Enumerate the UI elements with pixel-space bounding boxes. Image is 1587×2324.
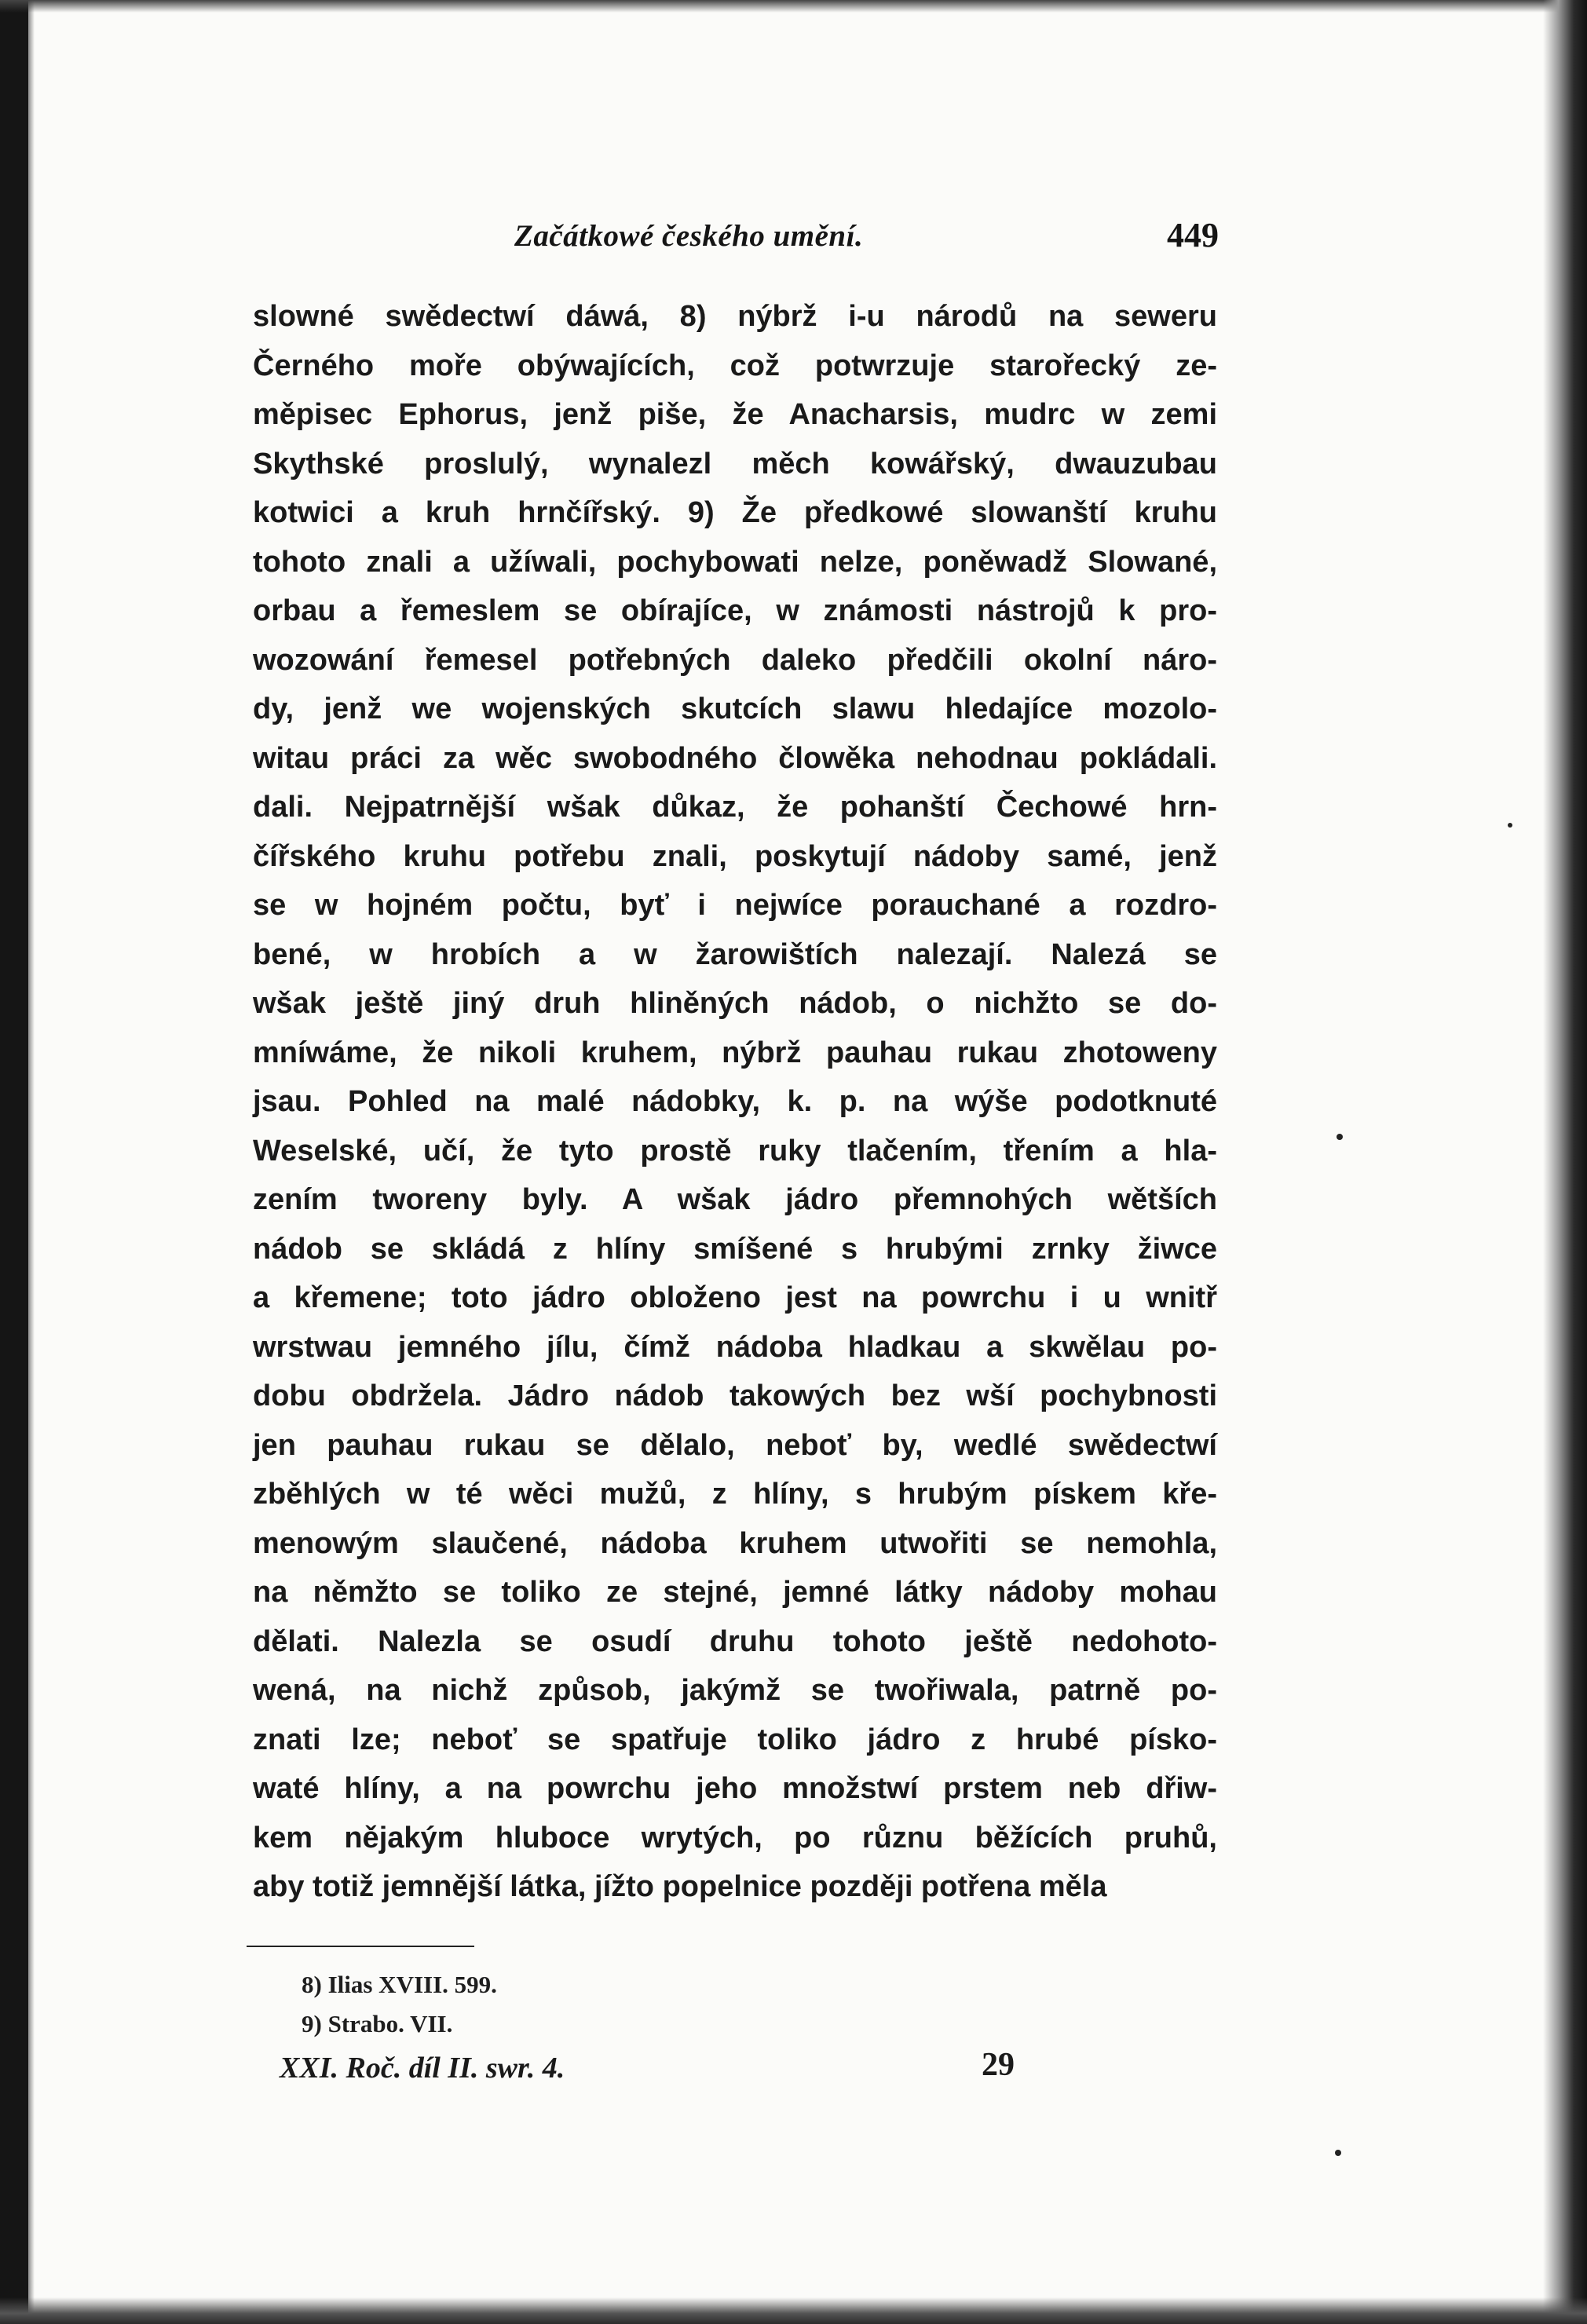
text-line: dobu obdržela. Jádro nádob takowých bez wší pochybnosti: [253, 1379, 1217, 1412]
text-line: znati lze; neboť se spatřuje toliko jádro z hrubé písko-: [253, 1723, 1217, 1756]
text-line: witau práci za wěc swobodného člowěka nehodnau pokládali.: [253, 741, 1217, 775]
text-line: wrstwau jemného jílu, čímž nádoba hladkau a skwělau po-: [253, 1330, 1217, 1364]
text-line: wená, na nichž způsob, jakýmž se twořiwala, patrně po-: [253, 1674, 1217, 1707]
text-line: na němžto se toliko ze stejné, jemné látky nádoby mohau: [253, 1576, 1217, 1609]
signature-number: 29: [982, 2047, 1015, 2083]
text-line: jen pauhau rukau se dělalo, neboť by, wedlé swědectwí: [253, 1428, 1217, 1462]
text-line: Černého moře obýwajících, což potwrzuje starořecký ze-: [253, 349, 1217, 382]
left-scan-edge: [0, 0, 28, 2324]
text-line: waté hlíny, a na powrchu jeho množstwí prstem neb dřiw-: [253, 1772, 1217, 1805]
text-line: a křemene; toto jádro obloženo jest na powrchu i u wnitř: [253, 1281, 1217, 1314]
text-line: orbau a řemeslem se obírajíce, w známosti nástrojů k pro-: [253, 594, 1217, 627]
text-line: měpisec Ephorus, jenž piše, že Anacharsis, mudrc w zemi: [253, 398, 1217, 431]
text-line: menowým slaučené, nádoba kruhem utwořiti se nemohla,: [253, 1526, 1217, 1560]
right-scan-edge: [1543, 0, 1587, 2324]
text-line: aby totiž jemnější látka, jížto popelnice později potřena měla: [253, 1870, 1107, 1903]
text-line: zběhlých w té wěci mužů, z hlíny, s hrubým pískem kře-: [253, 1478, 1217, 1511]
bottom-scan-edge: [0, 2297, 1587, 2324]
text-line: kotwici a kruh hrnčířský. 9) Že předkowé slowanští kruhu: [253, 496, 1217, 529]
ink-speck: [1335, 2150, 1341, 2156]
page-number: 449: [1167, 216, 1219, 254]
text-line: dělati. Nalezla se osudí druhu tohoto ještě nedohoto-: [253, 1624, 1217, 1658]
text-line: zením tworeny byly. A wšak jádro přemnohých wětších: [253, 1183, 1217, 1216]
signature-mark: XXI. Roč. díl II. swr. 4.: [280, 2052, 565, 2085]
text-line: wozowání řemesel potřebných daleko předčili okolní náro-: [253, 643, 1217, 677]
text-line: Weselské, učí, že tyto prostě ruky tlačením, třením a hla-: [253, 1134, 1217, 1167]
text-line: čířského kruhu potřebu znali, poskytují nádoby samé, jenž: [253, 839, 1217, 873]
running-head: Začátkowé českého umění.: [514, 219, 864, 253]
text-line: tohoto znali a užíwali, pochybowati nelze, poněwadž Slowané,: [253, 545, 1217, 579]
top-scan-edge: [0, 0, 1587, 13]
text-line: Skythské proslulý, wynalezl měch kowářský, dwauzubau: [253, 447, 1217, 481]
text-line: wšak ještě jiný druh hliněných nádob, o nichžto se do-: [253, 987, 1217, 1020]
left-scan-shade: [28, 0, 35, 2324]
text-line: dali. Nejpatrnější wšak důkaz, že pohanští Čechowé hrn-: [253, 791, 1217, 824]
text-line: kem nějakým hluboce wrytých, po různu běžících pruhů,: [253, 1821, 1217, 1854]
text-line: jsau. Pohled na malé nádobky, k. p. na wýše podotknuté: [253, 1085, 1217, 1118]
text-line: bené, w hrobích a w žarowištích nalezají. Nalezá se: [253, 937, 1217, 971]
footnote-rule: [247, 1946, 474, 1947]
ink-speck: [1508, 823, 1512, 828]
text-line: slowné swědectwí dáwá, 8) nýbrž i-u národů na seweru: [253, 300, 1217, 333]
text-line: dy, jenž we wojenských skutcích slawu hledajíce mozolo-: [253, 692, 1217, 725]
text-line: se w hojném počtu, byť i nejwíce porauchané a rozdro-: [253, 889, 1217, 922]
body-text: [253, 292, 1217, 1912]
text-line: mníwáme, že nikoli kruhem, nýbrž pauhau rukau zhotoweny: [253, 1036, 1217, 1069]
text-line: nádob se skládá z hlíny smíšené s hrubými zrnky žiwce: [253, 1232, 1217, 1266]
ink-speck: [1337, 1134, 1343, 1140]
footnote-8: 8) Ilias XVIII. 599.: [302, 1971, 497, 1998]
footnote-9: 9) Strabo. VII.: [302, 2010, 453, 2037]
